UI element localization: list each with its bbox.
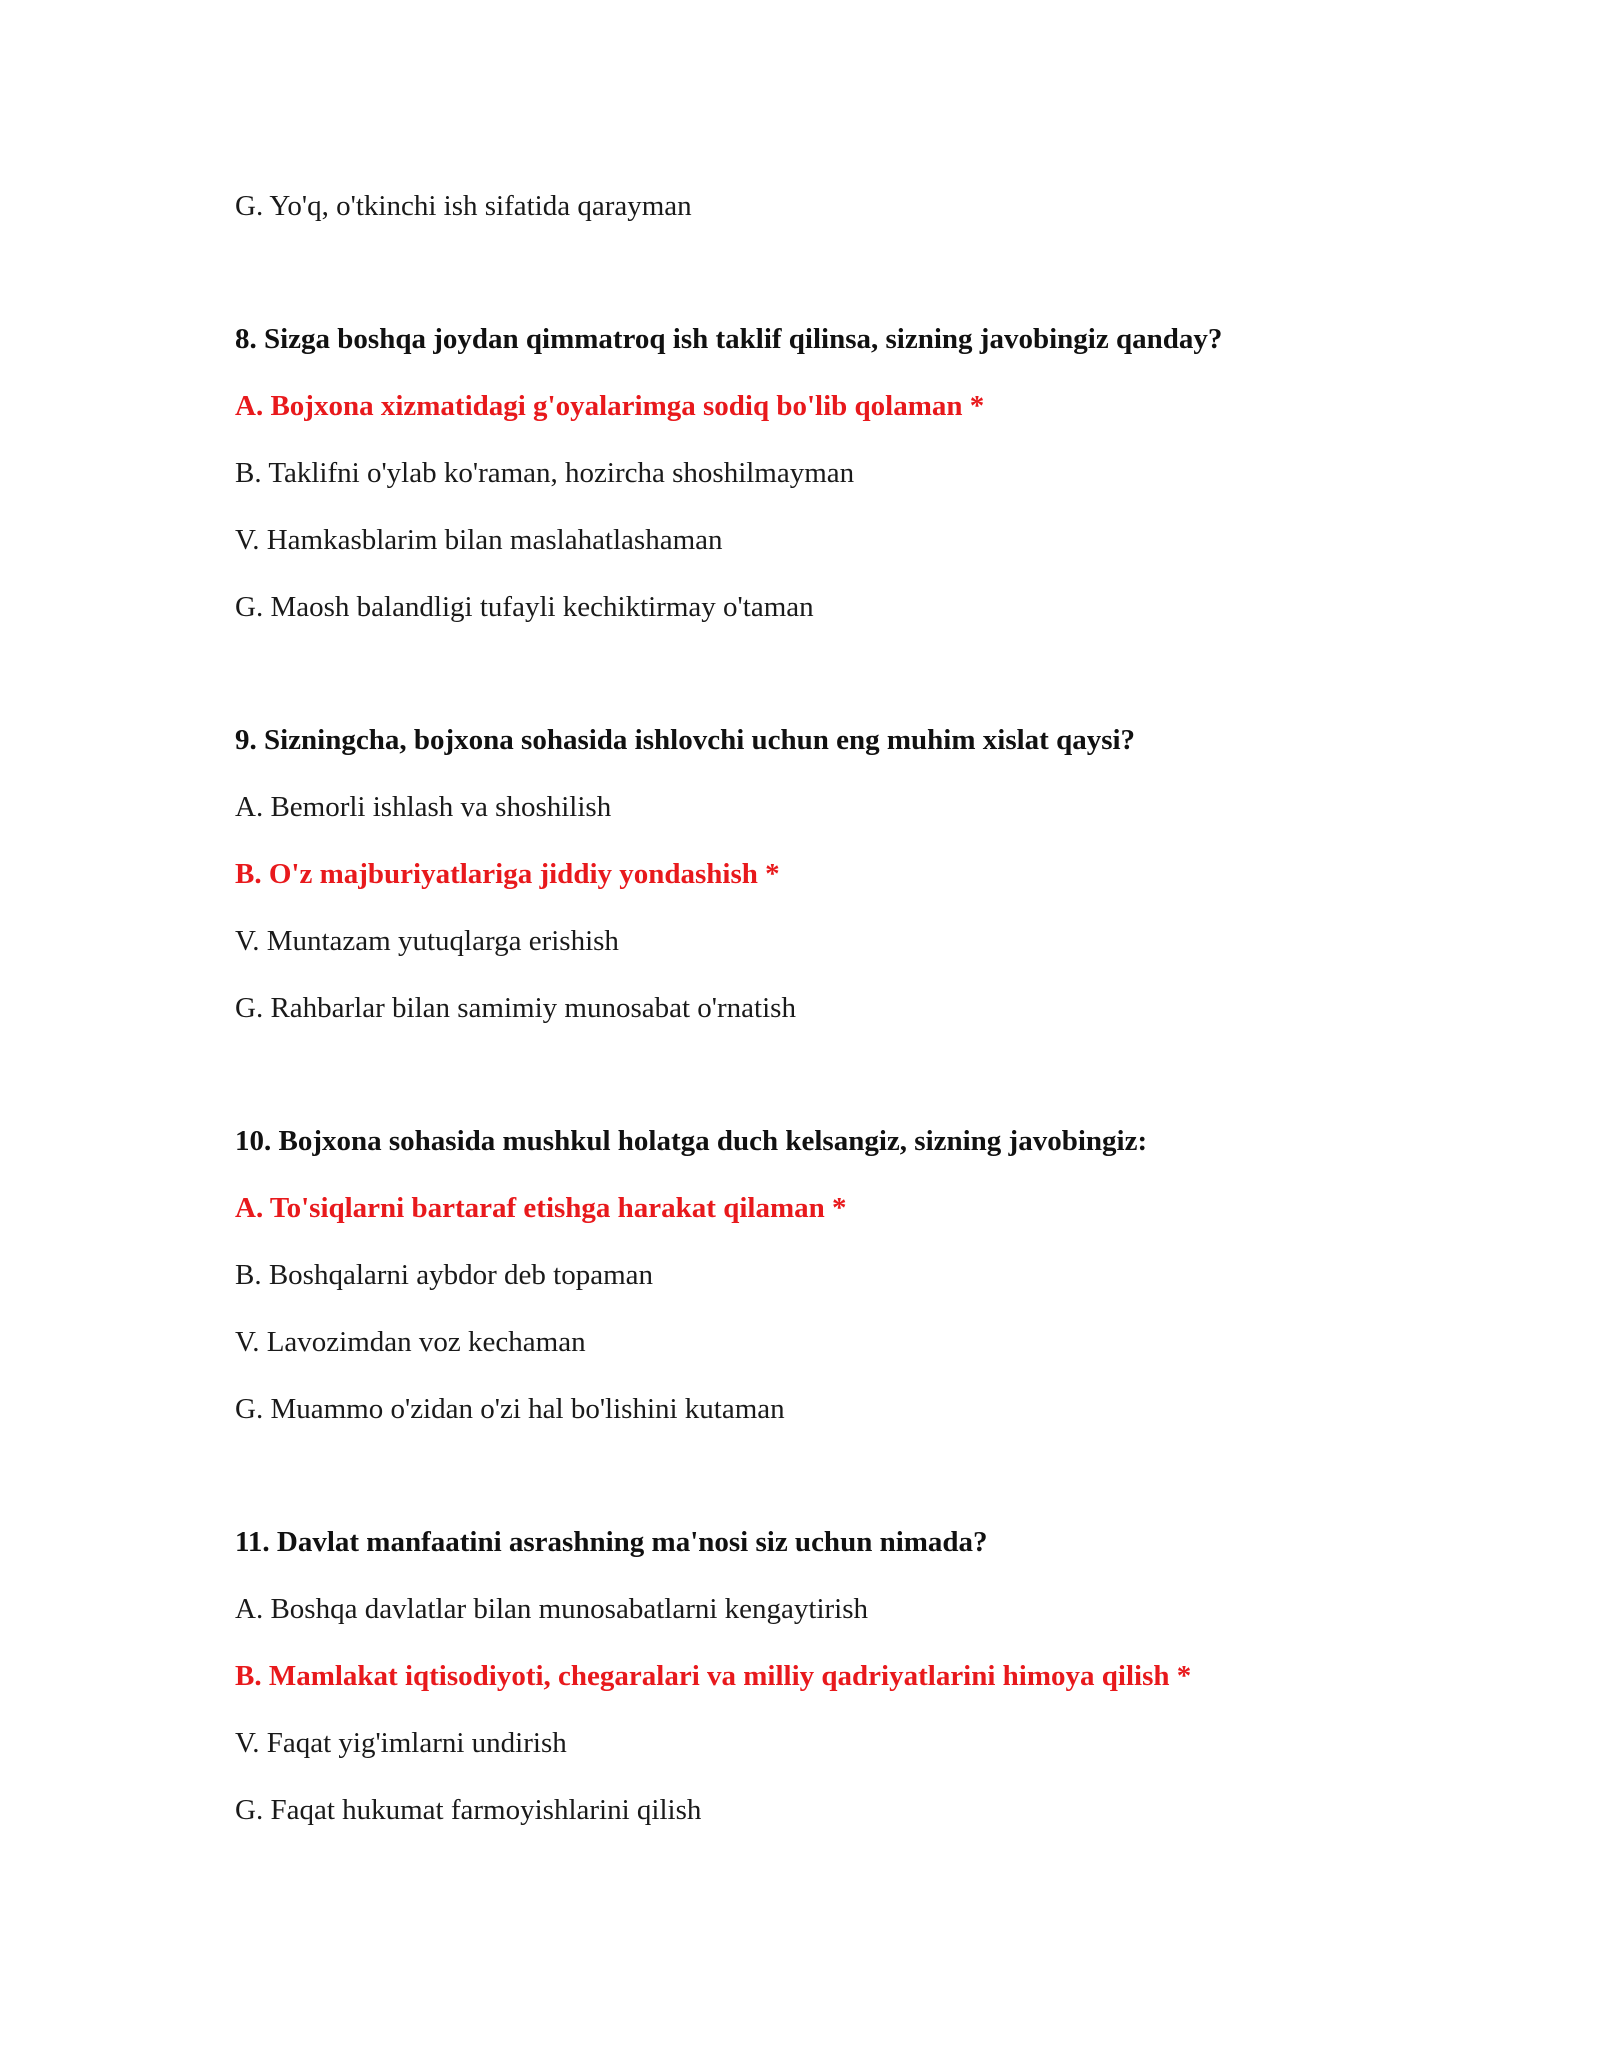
q10-option-g: G. Muammo o'zidan o'zi hal bo'lishini kutaman [235, 1393, 785, 1425]
q10-option-v: V. Lavozimdan voz kechaman [235, 1326, 586, 1358]
q9-option-b-correct: B. O'z majburiyatlariga jiddiy yondashish * [235, 858, 780, 890]
q9-question: 9. Sizningcha, bojxona sohasida ishlovchi uchun eng muhim xislat qaysi? [235, 724, 1136, 756]
q11-option-v: V. Faqat yig'imlarni undirish [235, 1727, 567, 1759]
q9-option-g: G. Rahbarlar bilan samimiy munosabat o'rnatish [235, 992, 796, 1024]
q8-option-a-correct: A. Bojxona xizmatidagi g'oyalarimga sodiq bo'lib qolaman * [235, 390, 985, 422]
q8-option-v: V. Hamkasblarim bilan maslahatlashaman [235, 524, 723, 556]
q10-question: 10. Bojxona sohasida mushkul holatga duch kelsangiz, sizning javobingiz: [235, 1125, 1148, 1157]
q9-option-a: A. Bemorli ishlash va shoshilish [235, 791, 612, 823]
q10-option-b: B. Boshqalarni aybdor deb topaman [235, 1259, 653, 1291]
q11-question: 11. Davlat manfaatini asrashning ma'nosi siz uchun nimada? [235, 1526, 988, 1558]
q10-option-a-correct: A. To'siqlarni bartaraf etishga harakat qilaman * [235, 1192, 847, 1224]
q8-question: 8. Sizga boshqa joydan qimmatroq ish taklif qilinsa, sizning javobingiz qanday? [235, 323, 1223, 355]
q9-option-v: V. Muntazam yutuqlarga erishish [235, 925, 619, 957]
q11-option-g: G. Faqat hukumat farmoyishlarini qilish [235, 1794, 702, 1826]
q8-option-b: B. Taklifni o'ylab ko'raman, hozircha shoshilmayman [235, 457, 855, 489]
q7-option-g: G. Yo'q, o'tkinchi ish sifatida qarayman [235, 190, 692, 222]
q11-option-a: A. Boshqa davlatlar bilan munosabatlarni kengaytirish [235, 1593, 869, 1625]
q8-option-g: G. Maosh balandligi tufayli kechiktirmay o'taman [235, 591, 814, 623]
q11-option-b-correct: B. Mamlakat iqtisodiyoti, chegaralari va milliy qadriyatlarini himoya qilish * [235, 1660, 1192, 1692]
